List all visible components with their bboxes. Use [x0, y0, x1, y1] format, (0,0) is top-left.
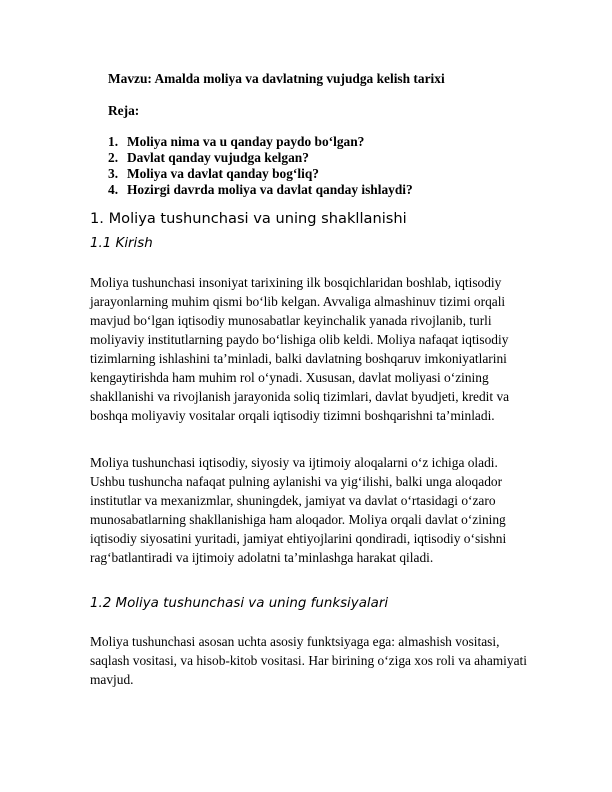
plan-list [108, 134, 413, 198]
body-paragraph-1: Moliya tushunchasi insoniyat tarixining ilk bosqichlaridan boshlab, iqtisodiy jarayonlarning muhim qismi bo‘lib kelgan. Avvaliga almashinuv tizimi orqali mavjud bo‘lgan iqtisodiy munosabatlar keyinchalik yanada rivojlanib, turli moliyaviy institutlarning paydo bo‘lishiga olib keldi. Moliya nafaqat iqtisodiy tizimlarning ishlashini ta’minladi, balki davlatning boshqaruv imkoniyatlarini kengaytirishda ham muhim rol o‘ynadi. Xususan, davlat moliyasi o‘zining shakllanishi va rivojlanish jarayonida soliq tizimlari, davlat byudjeti, kredit va boshqa moliyaviy vositalar orqali iqtisodiy tizimni boshqarishni ta’minladi. [90, 275, 510, 423]
plan-item-text: Davlat qanday vujudga kelgan? [127, 150, 309, 165]
subsection-heading-intro: 1.1 Kirish [90, 236, 153, 251]
plan-item-number: 3. [108, 166, 119, 181]
plan-item [108, 150, 413, 166]
plan-label: Reja: [108, 103, 140, 118]
plan-item-number: 4. [108, 182, 119, 197]
body-paragraph-3: Moliya tushunchasi asosan uchta asosiy funktsiyaga ega: almashish vositasi, saqlash vositasi, va hisob-kitob vositasi. Har birining o‘ziga xos roli va ahamiyati mavjud. [90, 634, 527, 687]
topic-title: Mavzu: Amalda moliya va davlatning vujudga kelish tarixi [108, 71, 445, 86]
plan-item-number: 1. [108, 134, 119, 149]
plan-item [108, 166, 413, 182]
plan-item [108, 134, 413, 150]
section-heading: 1. Moliya tushunchasi va uning shakllanishi [90, 210, 407, 227]
plan-item-number: 2. [108, 150, 119, 165]
body-paragraph-2: Moliya tushunchasi iqtisodiy, siyosiy va ijtimoiy aloqalarni o‘z ichiga oladi. Ushbu tushuncha nafaqat pulning aylanishi va yig‘ilishi, balki unga aloqador institutlar va mexanizmlar, shuningdek, jamiyat va davlat o‘rtasidagi o‘zaro munosabatlarning shakllanishiga ham aloqador. Moliya orqali davlat o‘zining iqtisodiy siyosatini yuritadi, jamiyat ehtiyojlarini qondiradi, iqtisodiy o‘sishni rag‘batlantiradi va ijtimoiy adolatni ta’minlashga harakat qiladi. [90, 455, 507, 565]
plan-item [108, 182, 413, 198]
subsection-heading-functions: 1.2 Moliya tushunchasi va uning funksiyalari [90, 596, 389, 611]
plan-item-text: Hozirgi davrda moliya va davlat qanday ishlaydi? [127, 182, 413, 197]
plan-item-text: Moliya va davlat qanday bog‘liq? [127, 166, 319, 181]
plan-item-text: Moliya nima va u qanday paydo bo‘lgan? [127, 134, 365, 149]
